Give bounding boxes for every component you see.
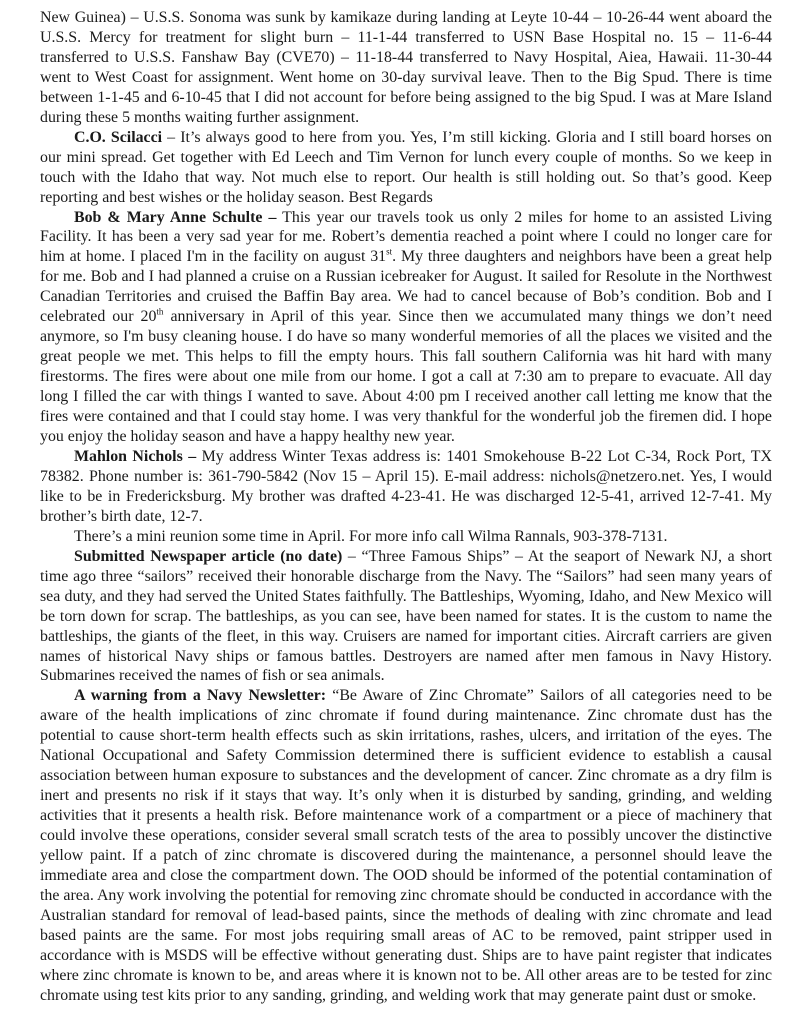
paragraph-schulte <box>40 208 772 447</box>
paragraph-text: – It’s always good to here from you. Yes, I’m still kicking. Gloria and I still board horses on our mini spread. Get together with Ed Leech and Tim Vernon for lunch every couple of months. So we keep in touch with the Idaho that way. Not much else to report. Our health is still holding out. So that’s good. Keep reporting and best wishes or the holiday season. Best Regards <box>40 128 772 206</box>
author-name: Mahlon Nichols – <box>74 447 197 465</box>
paragraph-text: “Be Aware of Zinc Chromate” Sailors of all categories need to be aware of the health implications of zinc chromate if found during maintenance. Zinc chromate dust has the potential to cause short-term health effects such as skin irritations, rashes, ulcers, and irritation of the eyes. The National Occupational and Safety Commission determined there is sufficient evidence to establish a causal association between human exposure to substances and the development of cancer. Zinc chromate as a dry film is inert and presents no risk if it stays that way. It’s only when it is disturbed by sanding, grinding, and welding activities that it presents a health risk. Before maintenance work of a compartment or a piece of machinery that could involve these operations, consider several small scratch tests of the area to possibly uncover the distinctive yellow paint. If a patch of zinc chromate is discovered during the maintenance, a personnel should leave the immediate area and close the compartment down. The OOD should be informed of the potential contamination of the area. Any work involving the potential for removing zinc chromate should be conducted in accordance with the Australian standard for removal of lead-based paints, since the methods of dealing with zinc chromate and lead based paints are the same. For most jobs requiring small areas of AC to be removed, paint stripper used in accordance with is MSDS will be effective without generating dust. Ships are to have paint register that indicates where zinc chromate is known to be, and areas where it is known not to be. All other areas are to be tested for zinc chromate using test kits prior to any sanding, grinding, and welding work that may generate paint dust or smoke. <box>40 687 772 1004</box>
paragraph-text: There’s a mini reunion some time in April. For more info call Wilma Rannals, 903-378-7131. <box>74 527 668 545</box>
paragraph-nichols <box>40 447 772 527</box>
paragraph-zinc-chromate-warning <box>40 686 772 1005</box>
paragraph-text: anniversary in April of this year. Since then we accumulated many things we don’t need anymore, so I'm busy cleaning house. I do have so many wonderful memories of all the places we visited and the great people we met. This helps to fill the empty hours. This fall southern California was hit hard with many firestorms. The fires were about one mile from our home. I got a call at 7:30 am to prepare to evacuate. All day long I filled the car with things I wanted to save. About 4:00 pm I received another call letting me know that the fires were contained and that I could stay home. I was very thankful for the wonderful job the firemen did. I hope you enjoy the holiday season and have a happy healthy new year. <box>40 308 772 446</box>
paragraph-uss-sonoma <box>40 8 772 128</box>
paragraph-newspaper-article <box>40 547 772 687</box>
ordinal-suffix: th <box>156 307 164 317</box>
author-name: Bob & Mary Anne Schulte – <box>74 208 277 226</box>
paragraph-text: . My three daughters and neighbors have been a great help for me. Bob and I had planned a cruise on a Russian icebreaker for August. It sailed for Resolute in the Northwest Canadian Territories and cruised the Baffin Bay area. We had to cancel because of Bob’s condition. Bob and I celebrated our 20 <box>40 248 772 326</box>
paragraph-text: – “Three Famous Ships” – At the seaport of Newark NJ, a short time ago three “sailors” received their honorable discharge from the Navy. The “Sailors” had seen many years of sea duty, and they had served the United States faithfully. The Battleships, Wyoming, Idaho, and New Mexico will be torn down for scrap. The battleships, as you can see, have been named for states. It is the custom to name the battleships, the giants of the fleet, in this way. Cruisers are named for important cities. Aircraft carriers are given names of historical Navy ships or famous battles. Destroyers are named after men famous in Navy History. Submarines received the names of fish or sea animals. <box>40 547 772 685</box>
author-name: Submitted Newspaper article (no date) <box>74 547 343 565</box>
paragraph-text: My address Winter Texas address is: 1401 Smokehouse B-22 Lot C-34, Rock Port, TX 78382. Phone number is: 361-790-5842 (Nov 15 – April 15). E-mail address: nichols@netzero.net. Yes, I would like to be in Fredericksburg. My brother was drafted 4-23-41. He was discharged 12-5-41, arrived 12-7-41. My brother’s birth date, 12-7. <box>40 447 772 525</box>
author-name: A warning from a Navy Newsletter: <box>74 687 327 705</box>
paragraph-text: This year our travels took us only 2 miles for home to an assisted Living Facility. It has been a very sad year for me. Robert’s dementia reached a point where I could no longer care for him at home. I placed I'm in the facility on august 31 <box>40 208 772 266</box>
paragraph-text: New Guinea) – U.S.S. Sonoma was sunk by kamikaze during landing at Leyte 10-44 – 10-26-44 went aboard the U.S.S. Mercy for treatment for slight burn – 11-1-44 transferred to USN Base Hospital no. 15 – 11-6-44 transferred to U.S.S. Fanshaw Bay (CVE70) – 11-18-44 transferred to Navy Hospital, Aiea, Hawaii. 11-30-44 went to West Coast for assignment. Went home on 30-day survival leave. Then to the Big Spud. There is time between 1-1-45 and 6-10-45 that I did not account for before being assigned to the big Spud. I was at Mare Island during these 5 months waiting further assignment. <box>40 9 772 126</box>
ordinal-suffix: st <box>386 247 393 258</box>
paragraph-scilacci <box>40 128 772 208</box>
paragraph-mini-reunion <box>40 527 772 547</box>
author-name: C.O. Scilacci <box>74 128 163 146</box>
